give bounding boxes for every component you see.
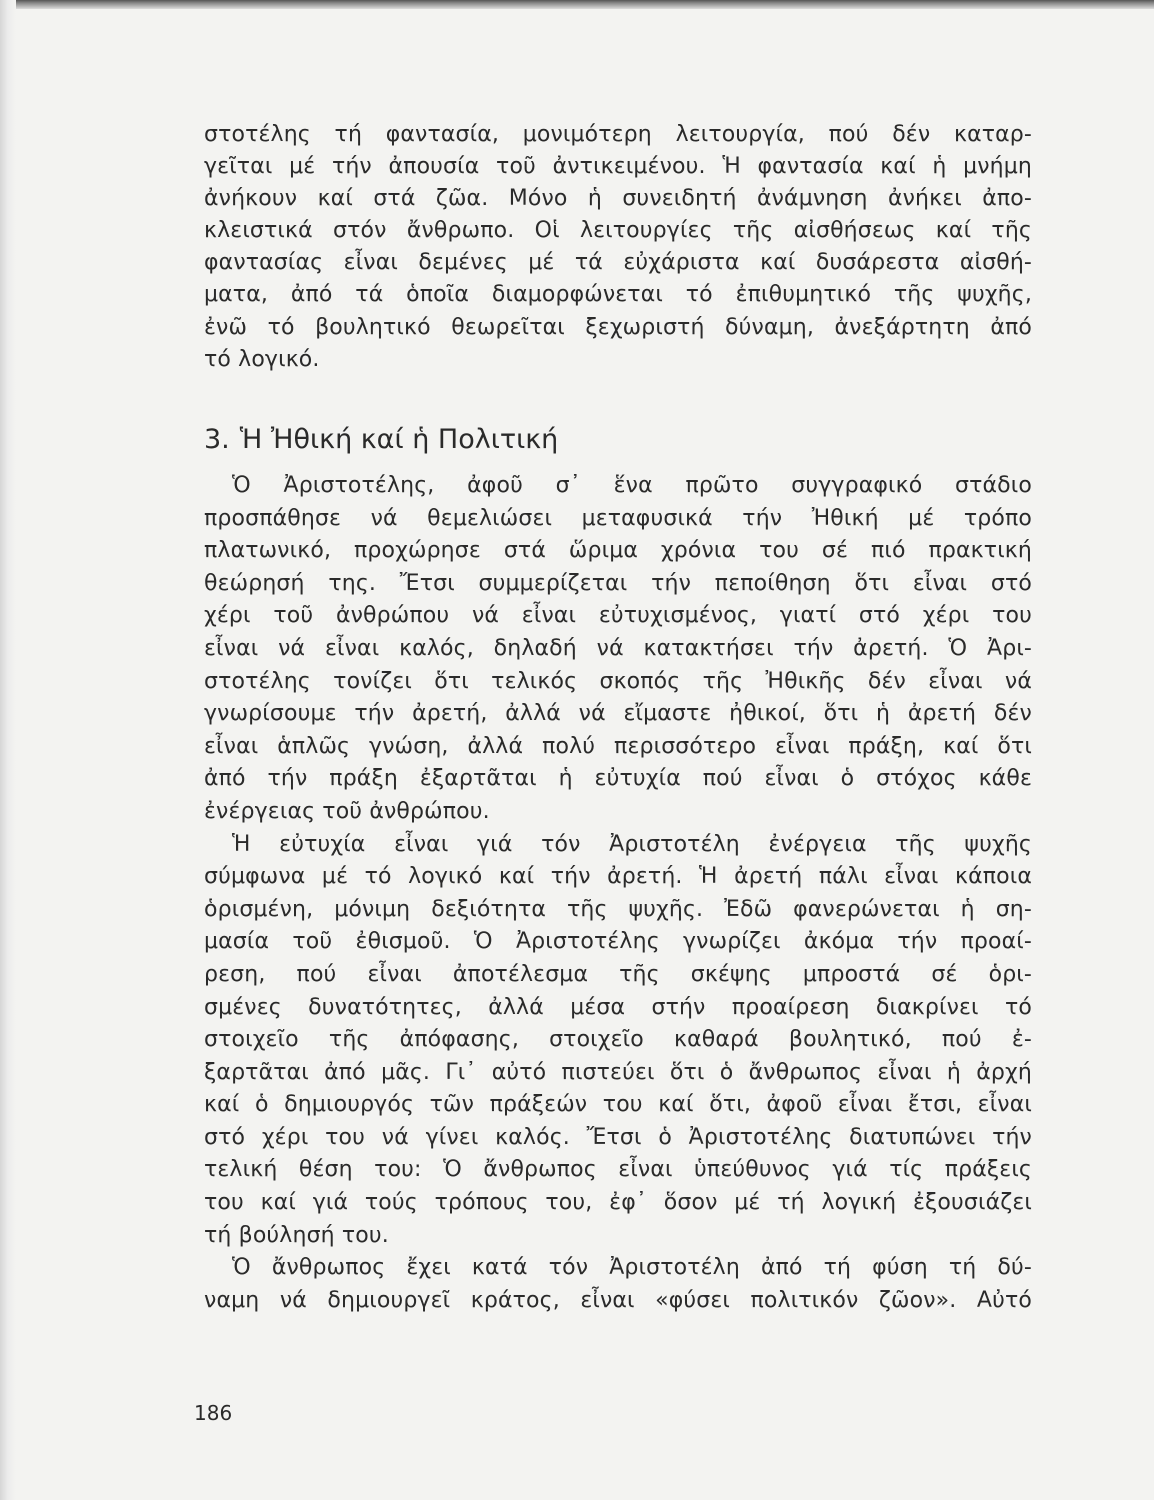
scan-top-edge bbox=[0, 0, 1154, 9]
text-line: Ὁ Ἀριστοτέλης, ἀφοῦ σ᾽ ἕνα πρῶτο συγγραφικό στάδιο bbox=[232, 473, 1032, 498]
scan-left-edge bbox=[0, 0, 16, 1500]
page-number: 186 bbox=[194, 1401, 233, 1425]
text-line: χέρι τοῦ ἀνθρώπου νά εἶναι εὐτυχισμένος, γιατί στό χέρι του bbox=[204, 603, 1032, 629]
text-line: ὁρισμένη, μόνιμη δεξιότητα τῆς ψυχῆς. Ἐδῶ φανερώνεται ἡ ση- bbox=[204, 896, 1032, 922]
text-line: τελική θέση του: Ὁ ἄνθρωπος εἶναι ὑπεύθυνος γιά τίς πράξεις bbox=[204, 1157, 1032, 1183]
text-line: ρεση, πού εἶναι ἀποτέλεσμα τῆς σκέψης μπροστά σέ ὁρι- bbox=[204, 961, 1032, 987]
text-line: του καί γιά τούς τρόπους του, ἐφ᾽ ὅσον μέ τή λογική ἐξουσιάζει bbox=[204, 1190, 1032, 1216]
text-line: μασία τοῦ ἐθισμοῦ. Ὁ Ἀριστοτέλης γνωρίζει ἀκόμα τήν προαί- bbox=[204, 929, 1032, 955]
text-line: ξαρτᾶται ἀπό μᾶς. Γι᾽ αὐτό πιστεύει ὅτι ὁ ἄνθρωπος εἶναι ἡ ἀρχή bbox=[204, 1059, 1032, 1085]
text-line: στοιχεῖο τῆς ἀπόφασης, στοιχεῖο καθαρά βουλητικό, πού ἐ- bbox=[204, 1027, 1032, 1053]
text-line: γνωρίσουμε τήν ἀρετή, ἀλλά νά εἴμαστε ἠθικοί, ὅτι ἡ ἀρετή δέν bbox=[204, 701, 1032, 727]
text-line: σύμφωνα μέ τό λογικό καί τήν ἀρετή. Ἡ ἀρετή πάλι εἶναι κάποια bbox=[204, 864, 1032, 890]
text-line: Ἡ εὐτυχία εἶναι γιά τόν Ἀριστοτέλη ἐνέργεια τῆς ψυχῆς bbox=[232, 831, 1032, 857]
text-line: ἀνήκουν καί στά ζῶα. Μόνο ἡ συνειδητή ἀνάμνηση ἀνήκει ἀπο- bbox=[204, 186, 1032, 212]
section-body bbox=[204, 470, 1032, 1317]
text-line: εἶναι ἁπλῶς γνώση, ἀλλά πολύ περισσότερο εἶναι πράξη, καί ὅτι bbox=[204, 733, 1032, 759]
text-line: ματα, ἀπό τά ὁποῖα διαμορφώνεται τό ἐπιθυμητικό τῆς ψυχῆς, bbox=[204, 282, 1032, 308]
text-line: ἐνῶ τό βουλητικό θεωρεῖται ξεχωριστή δύναμη, ἀνεξάρτητη ἀπό bbox=[204, 314, 1032, 340]
text-line: θεώρησή της. Ἔτσι συμμερίζεται τήν πεποίθηση ὅτι εἶναι στό bbox=[204, 570, 1032, 596]
text-line: στοτέλης τονίζει ὅτι τελικός σκοπός τῆς Ἠθικῆς δέν εἶναι νά bbox=[204, 668, 1032, 694]
text-line: φαντασίας εἶναι δεμένες μέ τά εὐχάριστα καί δυσάρεστα αἰσθή- bbox=[204, 250, 1032, 276]
text-line: γεῖται μέ τήν ἀπουσία τοῦ ἀντικειμένου. Ἡ φαντασία καί ἡ μνήμη bbox=[204, 154, 1032, 180]
text-line: προσπάθησε νά θεμελιώσει μεταφυσικά τήν Ἠθική μέ τρόπο bbox=[204, 505, 1032, 531]
text-line: ναμη νά δημιουργεῖ κράτος, εἶναι «φύσει πολιτικόν ζῶον». Αὐτό bbox=[204, 1287, 1032, 1313]
text-line: ἐνέργειας τοῦ ἀνθρώπου. bbox=[204, 798, 490, 824]
text-line: πλατωνικό, προχώρησε στά ὥριμα χρόνια του σέ πιό πρακτική bbox=[204, 538, 1032, 564]
text-line: τό λογικό. bbox=[204, 346, 320, 372]
section-title: Ἡ Ἠθική καί ἡ Πολιτική bbox=[239, 424, 559, 455]
text-line: στό χέρι του νά γίνει καλός. Ἔτσι ὁ Ἀριστοτέλης διατυπώνει τήν bbox=[204, 1124, 1032, 1150]
text-line: κλειστικά στόν ἄνθρωπο. Οἱ λειτουργίες τῆς αἰσθήσεως καί τῆς bbox=[204, 218, 1032, 244]
text-line: τή βούλησή του. bbox=[204, 1222, 389, 1248]
section-number: 3. bbox=[204, 424, 230, 455]
text-line: σμένες δυνατότητες, ἀλλά μέσα στήν προαίρεση διακρίνει τό bbox=[204, 994, 1032, 1020]
text-line: ἀπό τήν πράξη ἐξαρτᾶται ἡ εὐτυχία πού εἶναι ὁ στόχος κάθε bbox=[204, 766, 1032, 792]
text-line: εἶναι νά εἶναι καλός, δηλαδή νά κατακτήσει τήν ἀρετή. Ὁ Ἀρι- bbox=[204, 635, 1032, 661]
text-line: στοτέλης τή φαντασία, μονιμότερη λειτουργία, πού δέν καταρ- bbox=[204, 122, 1032, 147]
text-line: καί ὁ δημιουργός τῶν πράξεών του καί ὅτι, ἀφοῦ εἶναι ἔτσι, εἶναι bbox=[204, 1092, 1032, 1118]
text-line: Ὁ ἄνθρωπος ἔχει κατά τόν Ἀριστοτέλη ἀπό τή φύση τή δύ- bbox=[232, 1255, 1032, 1281]
section-heading bbox=[204, 421, 558, 459]
intro-paragraph bbox=[204, 119, 1032, 376]
